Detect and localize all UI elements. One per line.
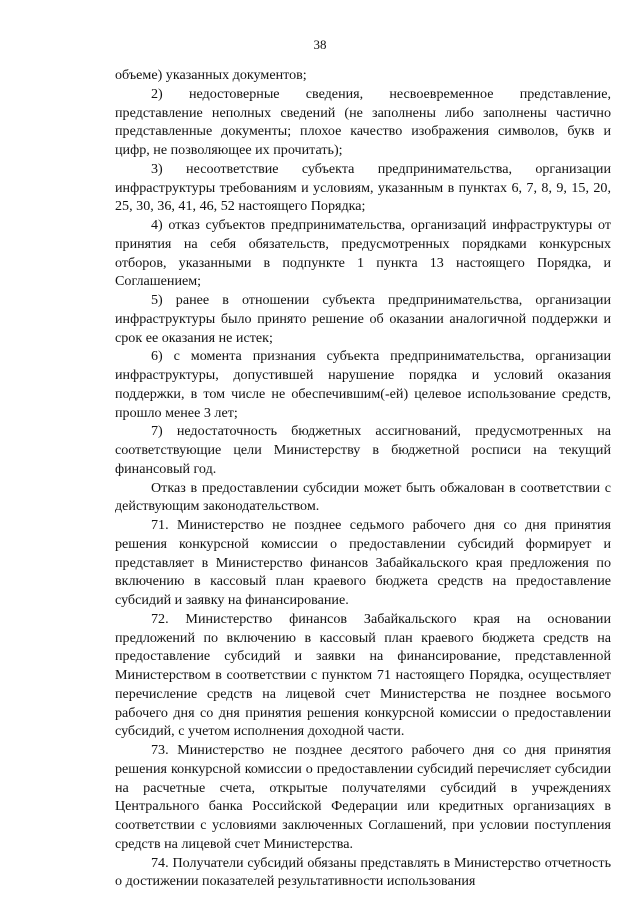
paragraph-appeal: Отказ в предоставлении субсидии может быть обжалован в соответствии с действующим законодательством. (115, 479, 611, 515)
paragraph-item-6: 6) с момента признания субъекта предпринимательства, организации инфраструктуры, допустившей нарушение порядка и условий оказания поддержки, в том числе не обеспечившим(-ей) целевое использование средств, прошло менее 3 лет; (115, 348, 611, 421)
paragraph-73: 73. Министерство не позднее десятого рабочего дня со дня принятия решения конкурсной комиссии о предоставлении субсидий перечисляет субсидии на расчетные счета, открытые получателями субсидий в учреждениях Центрального банка Российской Федерации или кредитных организациях в соответствии с условиями заключенных Соглашений, при условии поступления средств на лицевой счет Министерства. (115, 742, 611, 852)
paragraph-74: 74. Получатели субсидий обязаны представлять в Министерство отчетность о достижении показателей результативности использования (115, 854, 611, 890)
paragraph-item-3: 3) несоответствие субъекта предпринимательства, организации инфраструктуры требованиям и условиям, указанным в пунктах 6, 7, 8, 9, 15, 20, 25, 30, 36, 41, 46, 52 настоящего Порядка; (115, 160, 611, 215)
paragraph-item-5: 5) ранее в отношении субъекта предпринимательства, организации инфраструктуры было принято решение об оказании аналогичной поддержки и срок ее оказания не истек; (115, 292, 611, 346)
paragraph-item-2: 2) недостоверные сведения, несвоевременное представление, представление неполных сведений (не заполнены либо заполнены частично представленные документы; плохое качество изображения символов, букв и цифр, не позволяющее их прочитать); (115, 85, 611, 158)
page-number: 38 (313, 37, 327, 52)
paragraph-71: 71. Министерство не позднее седьмого рабочего дня со дня принятия решения конкурсной комиссии о предоставлении субсидий формирует и представляет в Министерство финансов Забайкальского края предложения по включению в кассовый план краевого бюджета средств на предоставление субсидий и заявку на финансирование. (115, 517, 611, 608)
document-body (115, 66, 611, 891)
paragraph-item-4: 4) отказ субъектов предпринимательства, организаций инфраструктуры от принятия на себя обязательств, предусмотренных порядками конкурсных отборов, указанными в подпункте 1 пункта 13 настоящего Порядка, и Соглашением; (115, 217, 611, 290)
paragraph-72: 72. Министерство финансов Забайкальского края на основании предложений по включению в кассовый план краевого бюджета средств на предоставление субсидий и заявки на финансирование, представленной Министерством в соответствии с пунктом 71 настоящего Порядка, осуществляет перечисление средств на лицевой счет Министерства не позднее восьмого рабочего дня со дня принятия решения конкурсной комиссии о предоставлении субсидий, с учетом исполнения доходной части. (115, 610, 611, 740)
paragraph-item-7: 7) недостаточность бюджетных ассигнований, предусмотренных на соответствующие цели Министерству в бюджетной росписи на текущий финансовый год. (115, 423, 611, 477)
paragraph-continuation: объеме) указанных документов; (115, 67, 307, 83)
